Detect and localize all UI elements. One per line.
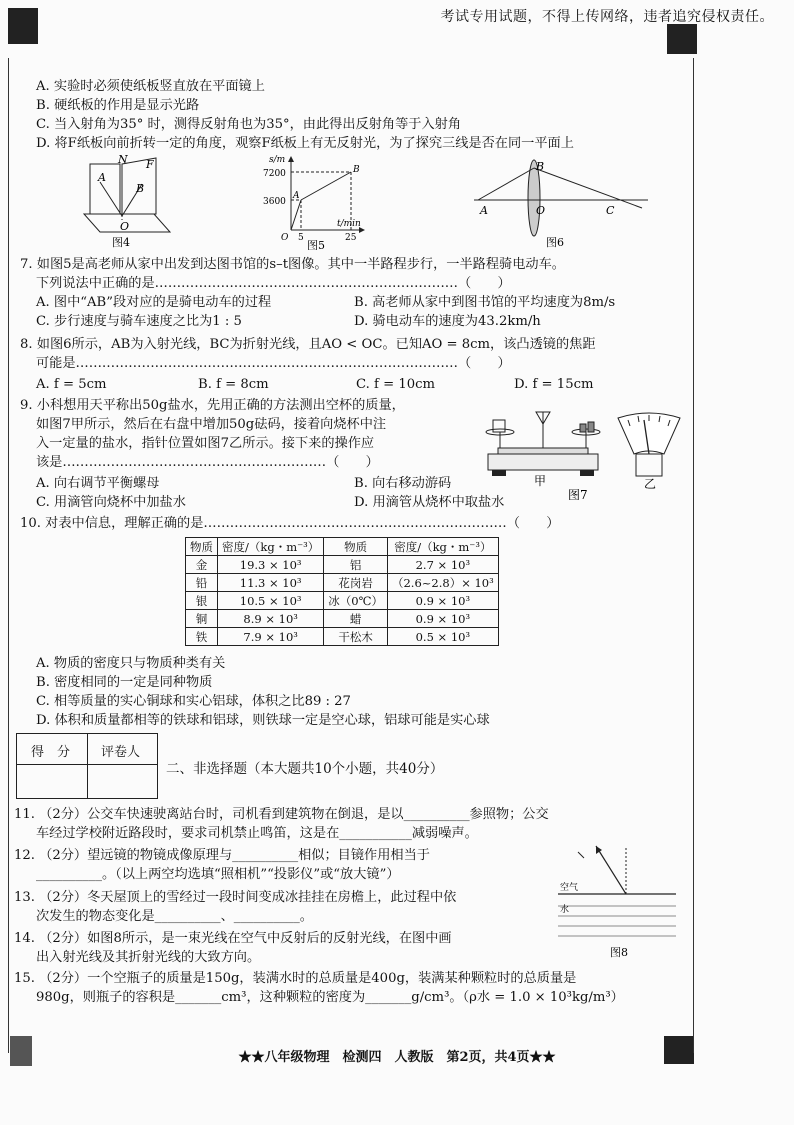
figure-4 xyxy=(78,154,178,249)
score-box xyxy=(16,733,158,799)
fig6-label-b: B xyxy=(536,160,545,173)
table-cell: 银 xyxy=(186,592,218,610)
table-row xyxy=(186,592,499,610)
q9-option-d: D. 用滴管从烧杯中取盐水 xyxy=(354,495,505,510)
q14-line-2: 出入射光线及其折射光线的大致方向。 xyxy=(36,950,261,965)
fig5-point-a: A xyxy=(293,191,300,201)
table-cell: 铜 xyxy=(186,610,218,628)
q10-option-b: B. 密度相同的一定是同种物质 xyxy=(36,675,213,690)
fig5-y-tick-7200: 7200 xyxy=(263,169,286,179)
q12-line-2: __________。（以上两空均选填“照相机”“投影仪”或“放大镜”） xyxy=(36,867,400,882)
q7-option-a: A. 图中“AB”段对应的是骑电动车的过程 xyxy=(36,295,272,310)
q8-option-a: A. f = 5cm xyxy=(36,377,107,392)
fig5-x-tick-25: 25 xyxy=(345,233,357,243)
table-cell: 10.5 × 10³ xyxy=(218,592,324,610)
table-header: 物质 xyxy=(324,538,388,556)
q6-option-b: B. 硬纸板的作用是显示光路 xyxy=(36,98,200,113)
fig6-label-o: O xyxy=(536,204,546,217)
fig4-caption: 图4 xyxy=(112,236,130,249)
header-notice: 考试专用试题，不得上传网络，违者追究侵权责任。 xyxy=(440,9,774,25)
fig4-label-n: N xyxy=(118,154,128,166)
q9-line-4: 该是……………………………………………………（ ） xyxy=(36,455,379,470)
table-row xyxy=(186,574,499,592)
table-cell: 冰（0℃） xyxy=(324,592,388,610)
table-cell: 7.9 × 10³ xyxy=(218,628,324,646)
corner-mark-top-left xyxy=(8,8,38,44)
q10-option-d: D. 体积和质量都相等的铁球和铝球，则铁球一定是空心球，铝球可能是实心球 xyxy=(36,713,490,728)
table-cell: 花岗岩 xyxy=(324,574,388,592)
table-cell: 8.9 × 10³ xyxy=(218,610,324,628)
table-cell: 干松木 xyxy=(324,628,388,646)
q9-line-3: 入一定量的盐水，指针位置如图7乙所示。接下来的操作应 xyxy=(36,436,375,451)
q12-line-1: 12. （2分）望远镜的物镜成像原理与__________相似；目镜作用相当于 xyxy=(14,848,430,863)
fig5-y-tick-3600: 3600 xyxy=(263,197,286,207)
table-row xyxy=(186,628,499,646)
corner-mark-top-right xyxy=(667,24,697,54)
table-header: 密度/（kg・m⁻³） xyxy=(218,538,324,556)
q15-line-2: 980g，则瓶子的容积是_______cm³，这种颗粒的密度为_______g/cm³。（ρ水 = 1.0 × 10³kg/m³） xyxy=(36,990,624,1005)
q8-option-b: B. f = 8cm xyxy=(198,377,269,392)
q6-option-c: C. 当入射角为35° 时，测得反射角也为35°，由此得出反射角等于入射角 xyxy=(36,117,462,132)
table-header-row xyxy=(186,538,499,556)
fig5-origin: O xyxy=(281,233,289,243)
q10-stem: 10. 对表中信息，理解正确的是……………………………………………………………（ ） xyxy=(20,516,560,531)
fig7-part-yi: 乙 xyxy=(644,477,657,491)
section-2-title: 二、非选择题（本大题共10个小题，共40分） xyxy=(166,761,444,777)
fig5-x-label: t/min xyxy=(337,219,361,229)
table-cell: 0.9 × 10³ xyxy=(387,610,498,628)
fig8-water-label: 水 xyxy=(560,905,570,915)
fig7-part-jia: 甲 xyxy=(534,474,547,488)
fig8-caption: 图8 xyxy=(610,946,628,959)
q7-stem-2: 下列说法中正确的是……………………………………………………………（ ） xyxy=(36,276,511,291)
table-cell: 0.5 × 10³ xyxy=(387,628,498,646)
table-cell: 11.3 × 10³ xyxy=(218,574,324,592)
q8-option-d: D. f = 15cm xyxy=(514,377,594,392)
figure-5 xyxy=(255,152,365,250)
fig4-label-a: A xyxy=(98,171,106,184)
density-table xyxy=(185,537,499,646)
table-header: 物质 xyxy=(186,538,218,556)
table-cell: （2.6~2.8）× 10³ xyxy=(387,574,498,592)
fig6-label-c: C xyxy=(606,204,615,217)
fig6-label-a: A xyxy=(480,204,488,217)
table-cell: 蜡 xyxy=(324,610,388,628)
fig5-x-tick-5: 5 xyxy=(298,233,304,243)
fig4-label-f: F xyxy=(146,158,154,171)
q7-option-b: B. 高老师从家中到图书馆的平均速度为8m/s xyxy=(354,295,616,310)
q10-option-a: A. 物质的密度只与物质种类有关 xyxy=(36,656,226,671)
q7-stem: 7. 如图5是高老师从家中出发到达图书馆的s–t图像。其中一半路程步行，一半路程骑电动车。 xyxy=(20,257,565,272)
q15-line-1: 15. （2分）一个空瓶子的质量是150g，装满水时的总质量是400g，装满某种颗粒时的总质量是 xyxy=(14,971,577,986)
q7-option-d: D. 骑电动车的速度为43.2km/h xyxy=(354,314,541,329)
q8-stem-2: 可能是……………………………………………………………………………（ ） xyxy=(36,356,511,371)
score-label: 得 分 xyxy=(31,745,71,760)
q9-option-a: A. 向右调节平衡螺母 xyxy=(36,476,160,491)
q14-line-1: 14. （2分）如图8所示，是一束光线在空气中反射后的反射光线，在图中画 xyxy=(14,931,452,946)
table-header: 密度/（kg・m⁻³） xyxy=(387,538,498,556)
q9-option-b: B. 向右移动游码 xyxy=(354,476,452,491)
table-row xyxy=(186,556,499,574)
grader-label[interactable]: 评卷人 xyxy=(101,745,141,760)
figure-7 xyxy=(478,404,690,500)
table-row xyxy=(186,610,499,628)
q8-stem: 8. 如图6所示，AB为入射光线，BC为折射光线，且AO < OC。已知AO = 8cm，该凸透镜的焦距 xyxy=(20,337,596,352)
page-footer: ★★八年级物理 检测四 人教版 第2页，共4页★★ xyxy=(238,1050,556,1065)
table-cell: 铅 xyxy=(186,574,218,592)
fig5-point-b: B xyxy=(353,165,360,175)
q13-line-2: 次发生的物态变化是__________、__________。 xyxy=(36,909,313,924)
q11-line-1: 11. （2分）公交车快速驶离站台时，司机看到建筑物在倒退，是以__________参照物；公交 xyxy=(14,807,549,822)
table-cell: 2.7 × 10³ xyxy=(387,556,498,574)
fig7-caption: 图7 xyxy=(568,488,588,500)
fig6-caption: 图6 xyxy=(546,236,564,249)
table-cell: 铁 xyxy=(186,628,218,646)
q6-option-d: D. 将F纸板向前折转一定的角度，观察F纸板上有无反射光，为了探究三线是否在同一平面上 xyxy=(36,136,574,151)
fig5-caption: 图5 xyxy=(307,239,325,250)
table-cell: 金 xyxy=(186,556,218,574)
table-cell: 铝 xyxy=(324,556,388,574)
q8-option-c: C. f = 10cm xyxy=(356,377,435,392)
table-cell: 0.9 × 10³ xyxy=(387,592,498,610)
fig5-y-label: s/m xyxy=(269,155,286,165)
figure-8 xyxy=(558,844,678,960)
q9-line-2: 如图7甲所示，然后在右盘中增加50g砝码，接着向烧杯中注 xyxy=(36,417,387,432)
q9-option-c: C. 用滴管向烧杯中加盐水 xyxy=(36,495,186,510)
fig4-label-b: B xyxy=(136,182,145,195)
q7-option-c: C. 步行速度与骑车速度之比为1 : 5 xyxy=(36,314,242,329)
q9-line-1: 9. 小科想用天平称出50g盐水，先用正确的方法测出空杯的质量， xyxy=(20,398,405,413)
q10-option-c: C. 相等质量的实心铜球和实心铝球，体积之比89 : 27 xyxy=(36,694,351,709)
q13-line-1: 13. （2分）冬天屋顶上的雪经过一段时间变成冰挂挂在房檐上，此过程中依 xyxy=(14,890,457,905)
table-cell: 19.3 × 10³ xyxy=(218,556,324,574)
fig8-air-label: 空气 xyxy=(560,883,579,893)
figure-6 xyxy=(472,156,652,250)
q11-line-2: 车经过学校附近路段时，要求司机禁止鸣笛，这是在___________减弱噪声。 xyxy=(36,826,478,841)
q6-option-a: A. 实验时必须使纸板竖直放在平面镜上 xyxy=(36,79,265,94)
fig4-label-o: O xyxy=(120,220,130,233)
